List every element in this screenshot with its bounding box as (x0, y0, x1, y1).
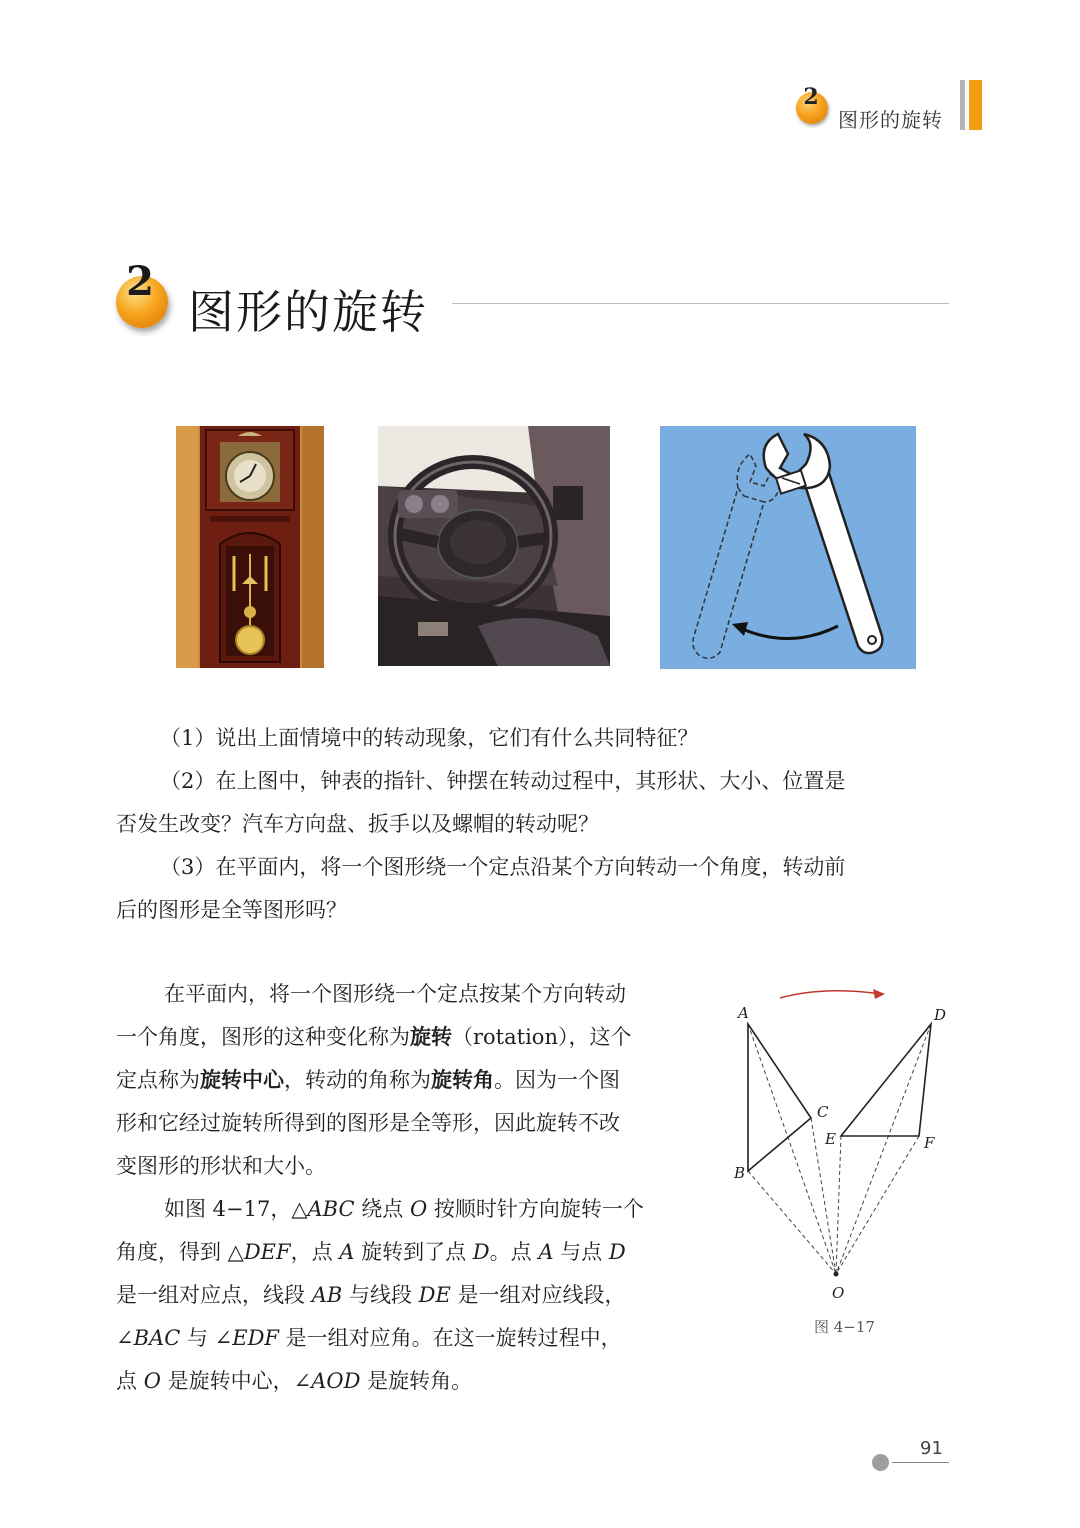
question-1: （1）说出上面情境中的转动现象，它们有什么共同特征？ (160, 726, 699, 750)
header-bar-orange (969, 80, 982, 130)
header-bar-gray (960, 80, 965, 130)
question-3-line-1: （3）在平面内，将一个图形绕一个定点沿某个方向转动一个角度，转动前 (160, 855, 846, 879)
definition-line-2: 一个角度，图形的这种变化称为旋转（rotation），这个 (116, 1025, 632, 1049)
term-rotation-angle: 旋转角 (431, 1068, 494, 1092)
question-2-line-1: （2）在上图中，钟表的指针、钟摆在转动过程中，其形状、大小、位置是 (160, 769, 846, 793)
term-rotation: 旋转 (410, 1025, 452, 1049)
rotation-arrow (780, 991, 880, 998)
example-line-4: ∠BAC 与 ∠EDF 是一组对应角。在这一旋转过程中， (116, 1326, 622, 1350)
example-line-1: 如图 4−17，△ABC 绕点 O 按顺时针方向旋转一个 (164, 1197, 644, 1221)
question-3-line-2: 后的图形是全等图形吗？ (116, 898, 347, 922)
page-number: 91 (920, 1438, 943, 1459)
label-c: C (817, 1103, 829, 1121)
definition-line-4: 形和它经过旋转所得到的图形是全等形，因此旋转不改 (116, 1111, 620, 1135)
example-line-3: 是一组对应点，线段 AB 与线段 DE 是一组对应线段， (116, 1283, 626, 1307)
term-rotation-center: 旋转中心 (200, 1068, 284, 1092)
example-line-5: 点 O 是旋转中心，∠AOD 是旋转角。 (116, 1369, 473, 1393)
label-e: E (825, 1130, 836, 1148)
section-number: 2 (126, 258, 154, 305)
wrench-photo (660, 426, 916, 669)
example-line-2: 角度，得到 △DEF，点 A 旋转到了点 D。点 A 与点 D (116, 1240, 626, 1264)
page-number-rule (892, 1462, 949, 1463)
figure-4-17 (725, 978, 965, 1308)
label-f: F (924, 1134, 935, 1152)
figure-caption: 图 4−17 (814, 1318, 875, 1336)
point-o (834, 1272, 839, 1277)
header-section-title: 图形的旋转 (838, 108, 943, 132)
triangle-abc (748, 1024, 811, 1171)
definition-line-5: 变图形的形状和大小。 (116, 1154, 326, 1178)
definition-line-1: 在平面内，将一个图形绕一个定点按某个方向转动 (164, 982, 626, 1006)
page-number-dot (872, 1454, 889, 1471)
label-a: A (738, 1004, 749, 1022)
section-title-rule (452, 303, 949, 304)
steering-wheel-photo (378, 426, 610, 666)
dashed-connectors (748, 1024, 931, 1274)
label-d: D (934, 1006, 947, 1024)
label-b: B (734, 1164, 746, 1182)
rotation-arrow-head (873, 989, 885, 999)
question-2-line-2: 否发生改变？汽车方向盘、扳手以及螺帽的转动呢？ (116, 812, 599, 836)
triangle-def (841, 1024, 931, 1136)
clock-photo (176, 426, 324, 668)
label-o: O (832, 1284, 845, 1302)
definition-line-3: 定点称为旋转中心，转动的角称为旋转角。因为一个图 (116, 1068, 620, 1092)
section-title: 图形的旋转 (188, 285, 428, 339)
header-section-number: 2 (803, 84, 819, 110)
